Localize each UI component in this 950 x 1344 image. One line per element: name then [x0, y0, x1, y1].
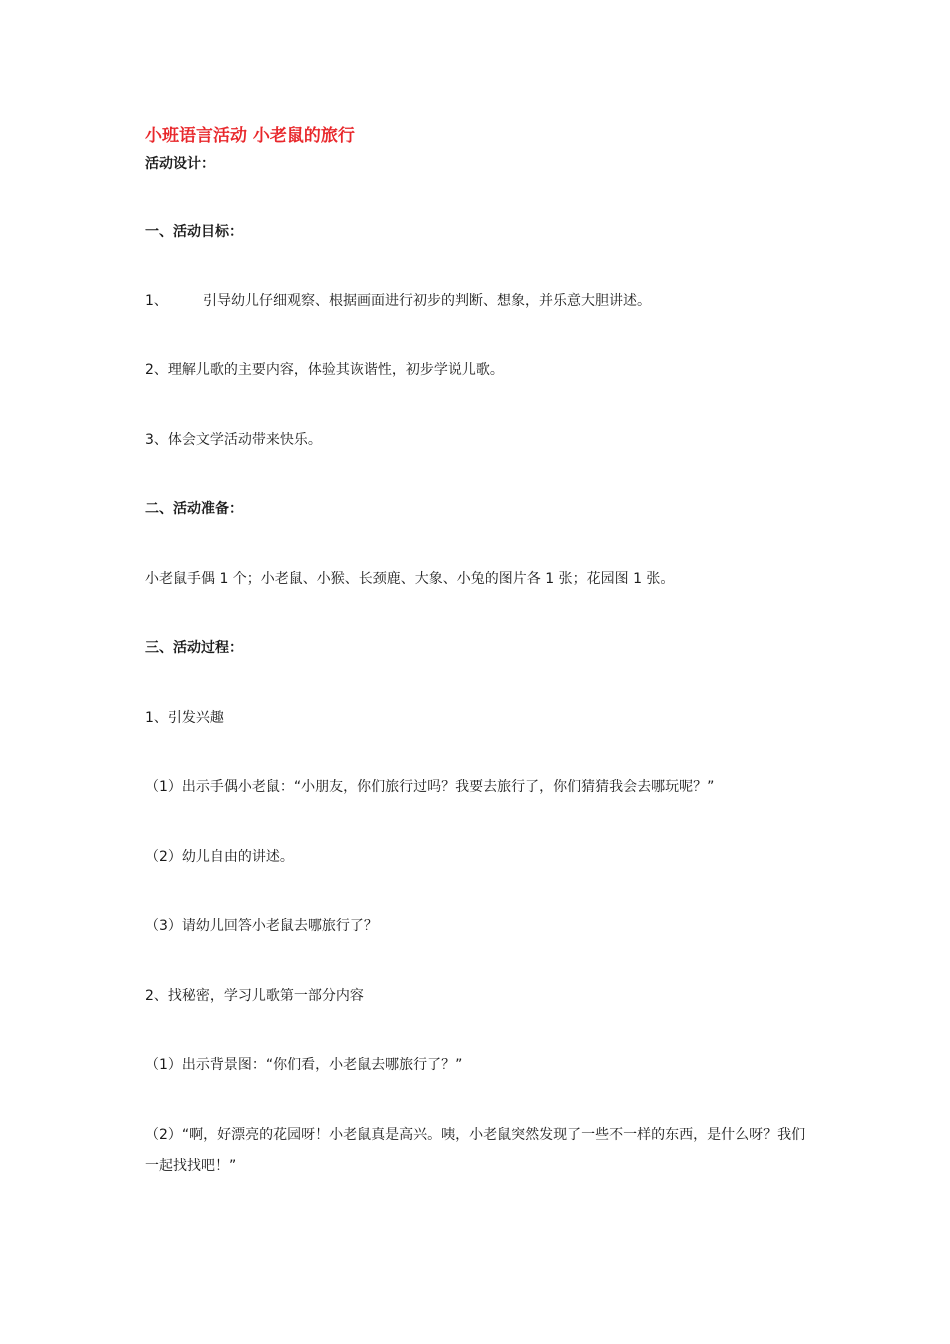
step-1-item-2: （2）幼儿自由的讲述。 [145, 849, 294, 865]
goal-item-3: 3、体会文学活动带来快乐。 [145, 432, 322, 448]
step-1-item-1: （1）出示手偶小老鼠：“小朋友，你们旅行过吗？我要去旅行了，你们猜猜我会去哪玩呢？” [145, 779, 715, 795]
goal-item-1-text: 引导幼儿仔细观察、根据画面进行初步的判断、想象，并乐意大胆讲述。 [203, 293, 651, 309]
preparation-text: 小老鼠手偶 1 个；小老鼠、小猴、长颈鹿、大象、小兔的图片各 1 张；花园图 1 张。 [145, 571, 675, 587]
goal-item-1 [145, 287, 815, 315]
goal-item-2: 2、理解儿歌的主要内容，体验其诙谐性，初步学说儿歌。 [145, 362, 504, 378]
step-2-item-1: （1）出示背景图：“你们看，小老鼠去哪旅行了？” [145, 1057, 463, 1073]
step-2-item-2: （2）“啊，好漂亮的花园呀！小老鼠真是高兴。咦，小老鼠突然发现了一些不一样的东西，是什么呀？我们一起找找吧！” [145, 1127, 806, 1174]
section-heading-process: 三、活动过程： [145, 640, 243, 656]
section-heading-preparation: 二、活动准备： [145, 501, 243, 517]
document-title: 小班语言活动 小老鼠的旅行 [145, 126, 355, 146]
step-1-title: 1、引发兴趣 [145, 710, 224, 726]
step-1-item-3: （3）请幼儿回答小老鼠去哪旅行了？ [145, 918, 378, 934]
design-label: 活动设计： [145, 156, 215, 172]
goal-item-1-number: 1、 [145, 293, 168, 309]
section-heading-goals: 一、活动目标： [145, 224, 243, 240]
step-2-title: 2、找秘密，学习儿歌第一部分内容 [145, 988, 364, 1004]
